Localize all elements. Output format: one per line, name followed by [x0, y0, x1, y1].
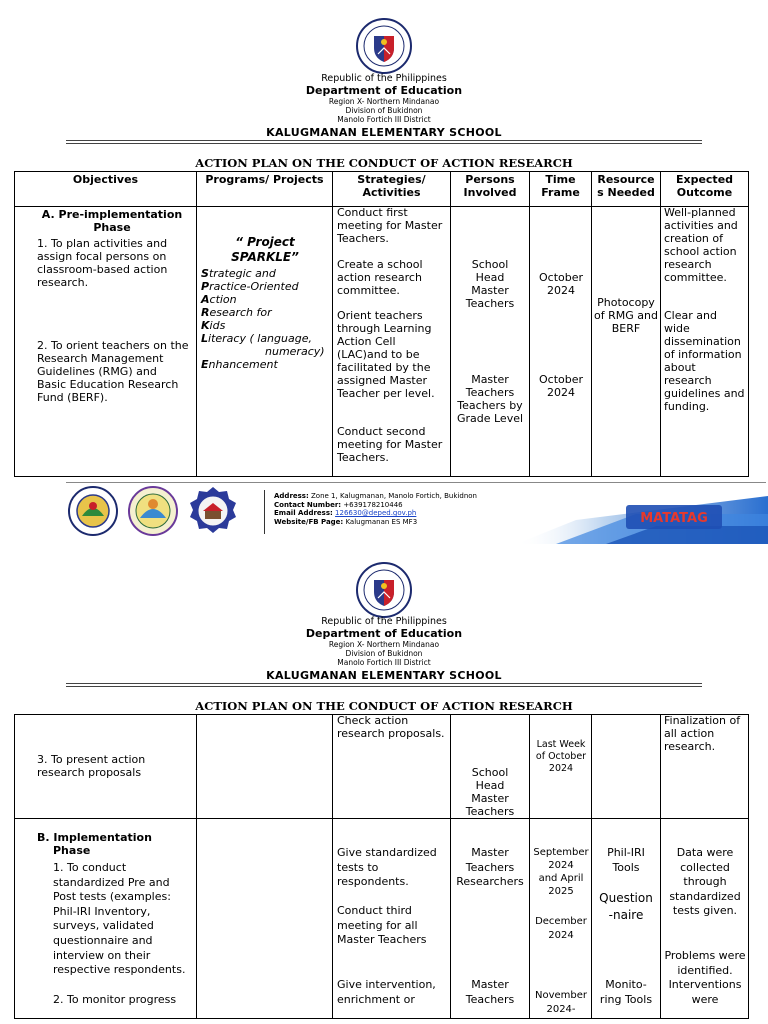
outcome-1: Well-planned activities and creation of school action research committee. — [664, 206, 738, 284]
persons-1: School Head Master Teachers — [465, 258, 515, 310]
header-division: Division of Bukidnon — [345, 649, 423, 658]
header-rule — [66, 683, 702, 687]
acronym-line: Kids — [201, 319, 226, 332]
objective-3: 3. To present action research proposals — [37, 753, 146, 779]
resource-b3: Monito- ring Tools — [599, 978, 653, 1006]
header-department: Department of Education — [305, 84, 463, 97]
objectives-cell — [15, 207, 197, 477]
table-row — [15, 819, 749, 1019]
footer-web: Kalugmanan ES MF3 — [345, 517, 418, 526]
deped-seal-icon — [356, 18, 412, 74]
persons-b1: Master Teachers Researchers — [456, 846, 524, 889]
resources-1: Photocopy of RMG and BERF — [594, 296, 658, 335]
col-resources: Resource s Needed — [592, 172, 661, 207]
outcome-cell — [661, 207, 749, 477]
col-programs: Programs/ Projects — [197, 172, 333, 207]
action-plan-table-continued — [14, 714, 749, 1019]
col-time-frame: Time Frame — [530, 172, 592, 207]
time-frame-b3: November 2024- — [534, 990, 588, 1015]
table-header-row — [15, 172, 749, 207]
col-persons: Persons Involved — [451, 172, 530, 207]
table-row — [15, 207, 749, 477]
time-frame-2: October 2024 — [538, 373, 584, 399]
strategy-b2: Conduct third meeting for all Master Teachers — [337, 904, 427, 947]
col-strategies: Strategies/ Activities — [333, 172, 451, 207]
acronym-line: Research for — [201, 306, 272, 319]
strategy-check: Check action research proposals. — [337, 714, 445, 740]
deped-seal-icon — [356, 562, 412, 618]
page-footer — [60, 480, 768, 546]
strategy-1: Conduct first meeting for Master Teachers. — [337, 206, 443, 245]
header-republic: Republic of the Philippines — [321, 73, 447, 84]
objective-2: 2. To orient teachers on the Research Management Guidelines (RMG) and Basic Education Research Fund (BERF). — [37, 339, 189, 404]
objective-1: 1. To plan activities and assign focal persons on classroom-based action research. — [37, 237, 168, 289]
strategy-b3: Give intervention, enrichment or — [337, 978, 436, 1006]
action-plan-table — [14, 171, 749, 477]
table-row — [15, 715, 749, 819]
header-school: KALUGMANAN ELEMENTARY SCHOOL — [266, 126, 502, 139]
strategy-b1: Give standardized tests to respondents. — [337, 846, 437, 889]
col-objectives: Objectives — [15, 172, 197, 207]
district-logo-icon — [128, 486, 178, 536]
acronym-line: Enhancement — [201, 358, 278, 371]
header-rule — [66, 140, 702, 144]
matatag-logo-text: MATATAG — [640, 511, 708, 526]
outcome-a: Finalization of all action research. — [664, 714, 741, 753]
project-acronym — [201, 267, 329, 371]
school-logo-icon — [188, 486, 238, 536]
acronym-line: Literacy ( language, — [201, 332, 312, 345]
resource-b1: Phil-IRI Tools — [607, 846, 645, 874]
footer-contact: +639178210446 — [343, 500, 403, 509]
footer-email-link[interactable]: 126630@deped.gov.ph — [335, 509, 417, 517]
header-department: Department of Education — [305, 627, 463, 640]
header-district: Manolo Fortich III District — [337, 658, 431, 667]
persons-cell — [451, 207, 530, 477]
phase-a-title: A. Pre-implementation Phase — [41, 208, 183, 234]
resource-b2: Question -naire — [599, 891, 653, 922]
header-district: Manolo Fortich III District — [337, 115, 431, 124]
strategy-4: Conduct second meeting for Master Teachers. — [337, 425, 443, 464]
acronym-line: numeracy) — [265, 345, 325, 358]
time-frame-b2: December 2024 — [535, 916, 587, 941]
time-frame-b1: September 2024 and April 2025 — [533, 847, 589, 897]
header-republic: Republic of the Philippines — [321, 616, 447, 627]
header-region: Region X- Northern Mindanao — [328, 640, 440, 649]
header-school: KALUGMANAN ELEMENTARY SCHOOL — [266, 669, 502, 682]
plan-title: ACTION PLAN ON THE CONDUCT OF ACTION RESEARCH — [195, 156, 573, 170]
matatag-banner — [516, 490, 768, 544]
resources-cell — [592, 207, 661, 477]
footer-address: Zone 1, Kalugmanan, Manolo Fortich, Bukidnon — [311, 492, 477, 500]
time-frame-cell — [530, 207, 592, 477]
plan-title: ACTION PLAN ON THE CONDUCT OF ACTION RESEARCH — [195, 699, 573, 713]
division-logo-icon — [68, 486, 118, 536]
col-outcome: Expected Outcome — [661, 172, 749, 207]
header-region: Region X- Northern Mindanao — [328, 97, 440, 106]
document-page-2 — [0, 560, 768, 1024]
time-frame-a: Last Week of October 2024 — [535, 739, 587, 774]
time-frame-1: October 2024 — [538, 271, 584, 297]
outcome-b2: Problems were identified. Interventions were — [664, 949, 746, 1006]
strategies-cell — [333, 207, 451, 477]
persons-a: School Head Master Teachers — [465, 766, 515, 818]
acronym-line: Practice-Oriented — [201, 280, 299, 293]
phase-b-title: B. Implementation Phase — [37, 831, 152, 857]
outcome-2: Clear and wide dissemination of information about research guidelines and funding. — [664, 309, 745, 413]
programs-cell — [197, 207, 333, 477]
objective-b1: 1. To conduct standardized Pre and Post tests (examples: Phil-IRI Inventory, surveys, validated questionnaire and interview on their respective respondents. — [53, 861, 186, 977]
project-title: “ Project SPARKLE” — [231, 235, 299, 264]
acronym-line: Strategic and — [201, 267, 276, 280]
header-division: Division of Bukidnon — [345, 106, 423, 115]
strategy-3: Orient teachers through Learning Action Cell (LAC)and to be facilitated by the assigned Master Teacher per level. — [337, 309, 435, 400]
strategy-2: Create a school action research committee. — [337, 258, 423, 297]
persons-b2: Master Teachers — [465, 978, 515, 1006]
outcome-b1: Data were collected through standardized tests given. — [669, 846, 741, 918]
objective-b2: 2. To monitor progress — [53, 993, 177, 1006]
persons-2: Master Teachers Teachers by Grade Level — [456, 373, 524, 425]
footer-contact-block: Address: Zone 1, Kalugmanan, Manolo Fortich, Bukidnon Contact Number: +639178210446 Email Address: 126630@deped.gov.ph Website/FB Page: Kalugmanan ES MF3 — [274, 492, 477, 526]
acronym-line: Action — [201, 293, 237, 306]
